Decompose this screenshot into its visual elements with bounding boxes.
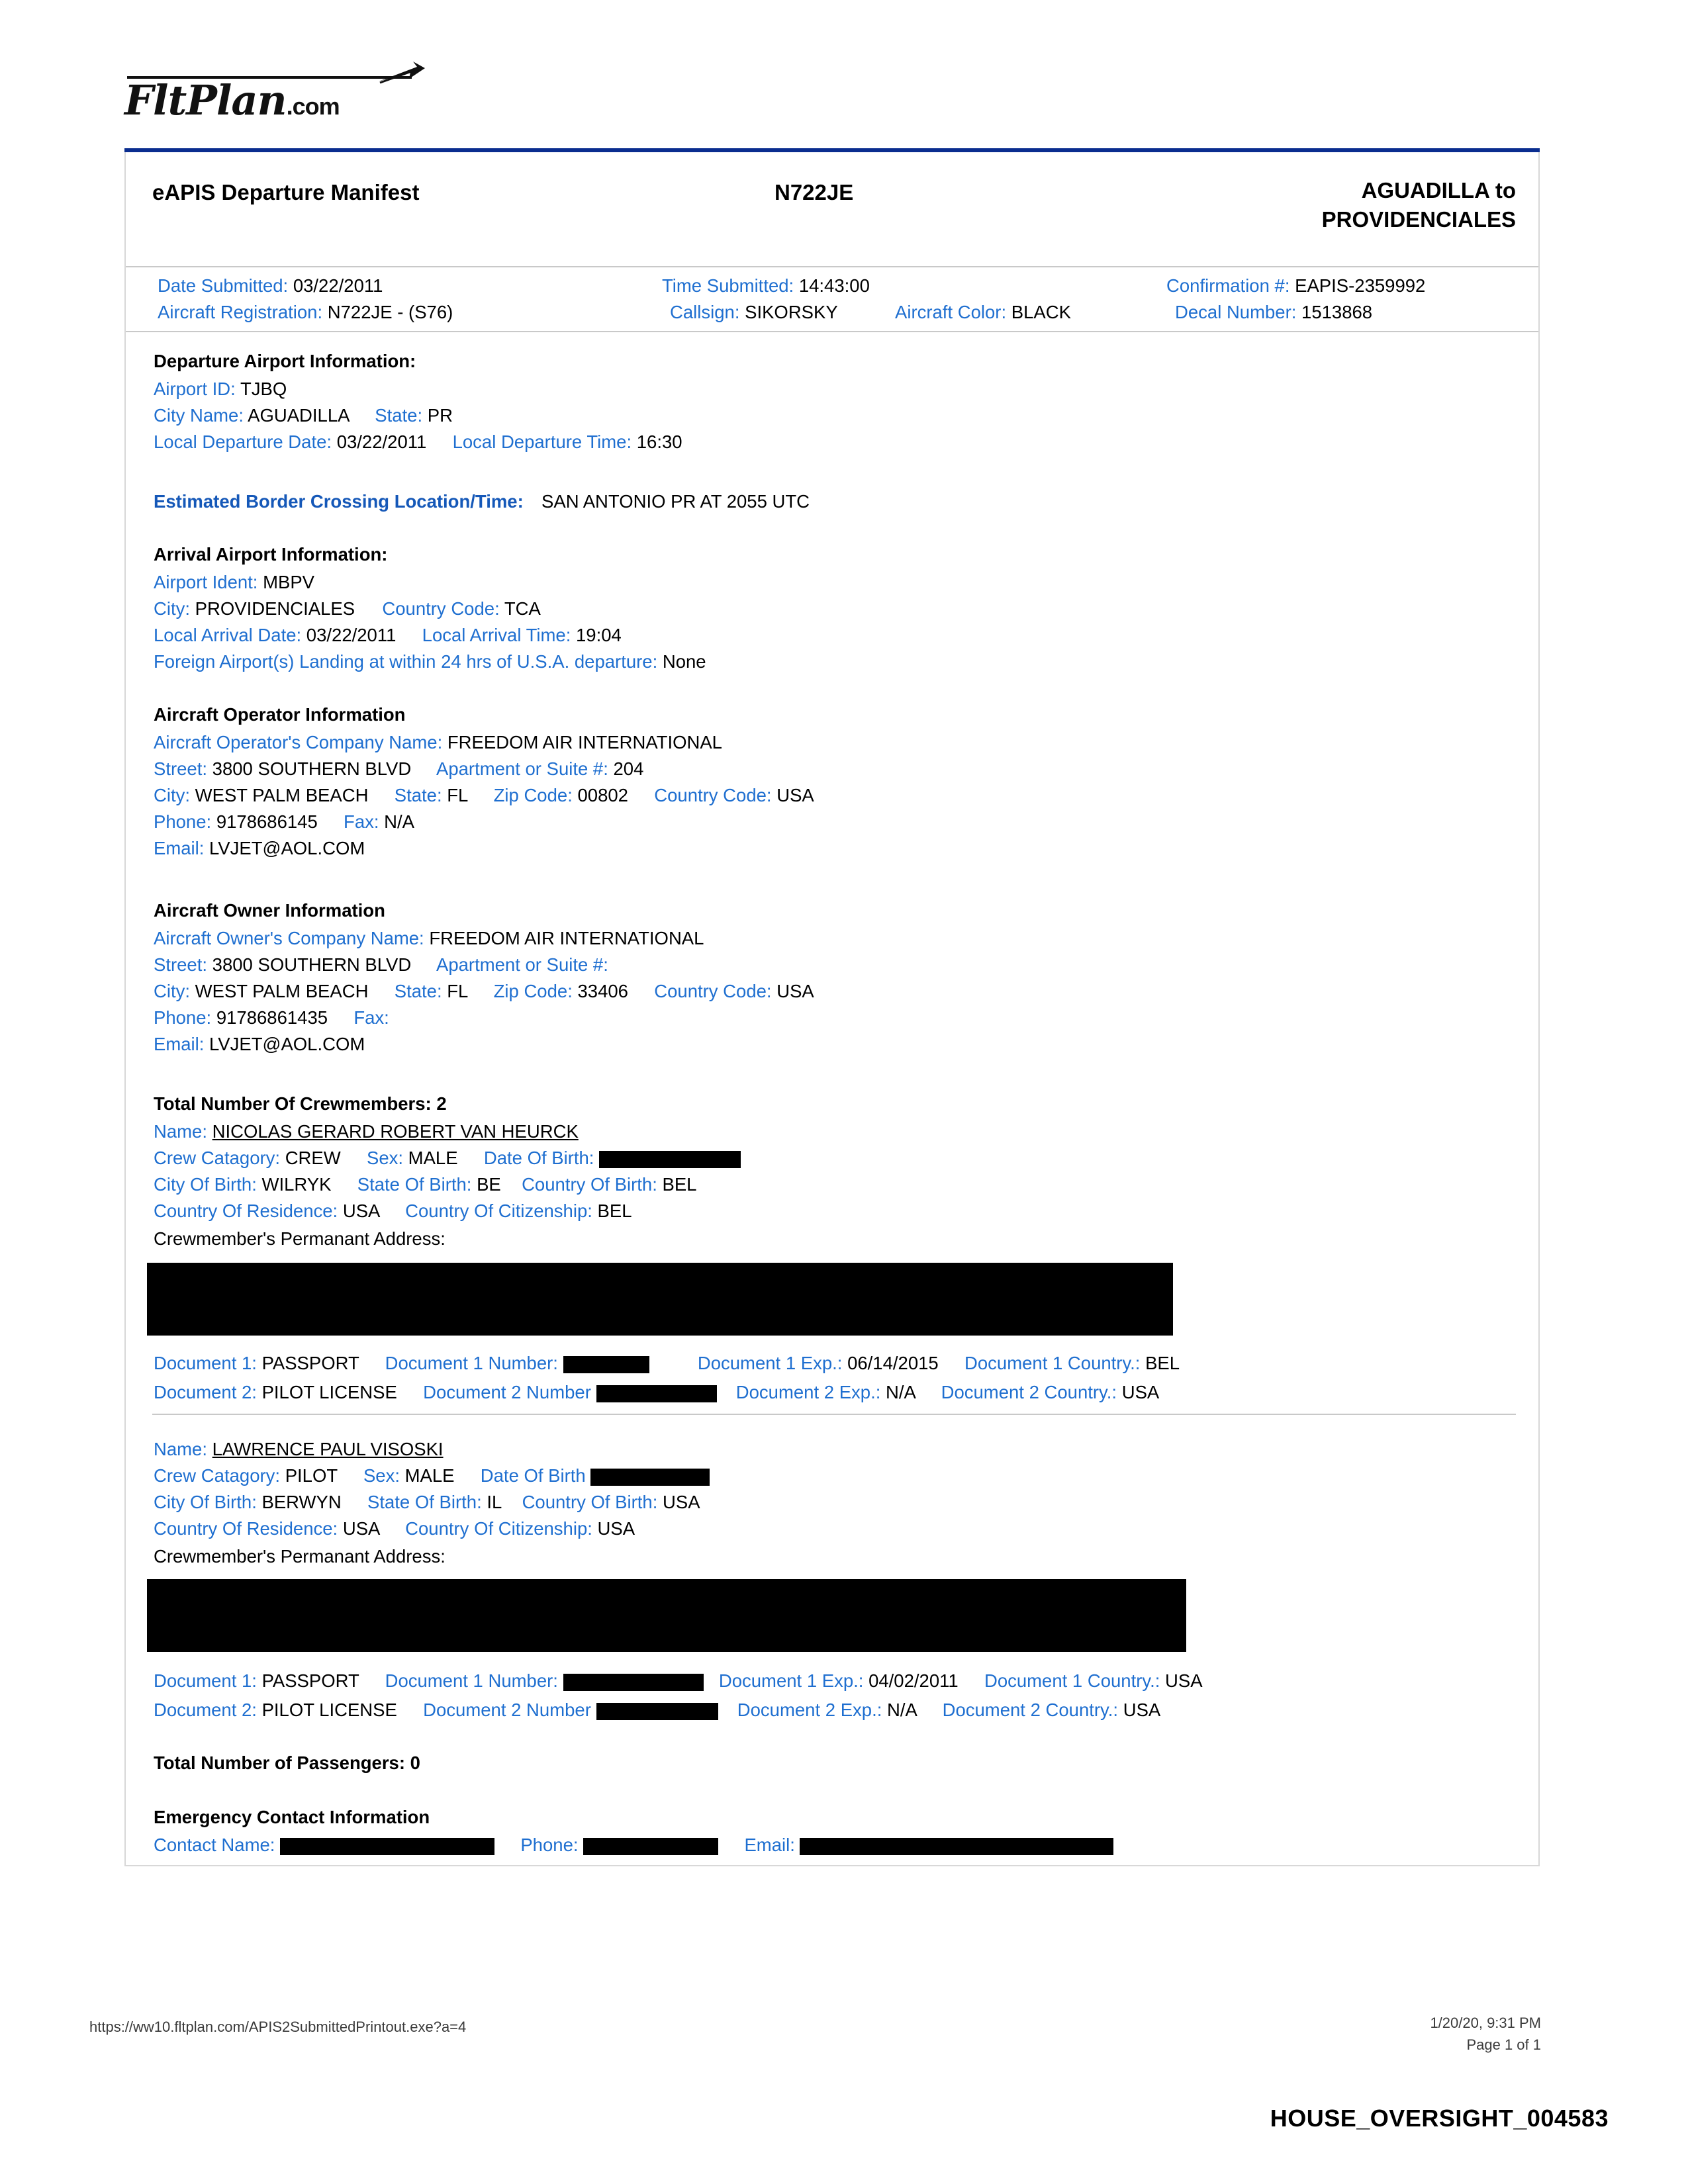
operator-email-value: LVJET@AOL.COM [209, 838, 365, 858]
crew-2-doc2-num-label: Document 2 Number [423, 1700, 591, 1720]
crew-1-doc1-num-label: Document 1 Number: [385, 1353, 558, 1373]
border-crossing-value: SAN ANTONIO PR AT 2055 UTC [541, 491, 810, 512]
emergency-section-heading: Emergency Contact Information [154, 1807, 430, 1827]
crew-1-doc1-country-value: BEL [1145, 1353, 1180, 1373]
route-line-1: AGUADILLA to [1361, 178, 1516, 203]
arrival-section-heading: Arrival Airport Information: [154, 544, 388, 565]
crew-1-country-birth-label: Country Of Birth: [522, 1174, 657, 1195]
emergency-contact-row [154, 1835, 1113, 1856]
crew-1-country-birth-value: BEL [662, 1174, 697, 1195]
crew-2-birth-row [154, 1492, 700, 1513]
departure-state-value: PR [427, 405, 453, 426]
arrival-city-field [154, 598, 541, 619]
crew-2-doc1-value: PASSPORT [261, 1670, 359, 1691]
crew-2-doc1-exp-label: Document 1 Exp.: [718, 1670, 864, 1691]
crew-1-sex-value: MALE [408, 1148, 458, 1168]
emergency-phone-redaction [583, 1838, 718, 1855]
crew-2-doc2-row [154, 1700, 1160, 1721]
crew-1-category-label: Crew Catagory: [154, 1148, 281, 1168]
departure-section-heading: Departure Airport Information: [154, 351, 416, 371]
arrival-ident-label: Airport Ident: [154, 572, 258, 592]
crew-2-doc1-country-value: USA [1165, 1670, 1203, 1691]
local-arrival-date-value: 03/22/2011 [306, 625, 397, 645]
date-submitted-label: Date Submitted: [158, 275, 289, 296]
crew-1-category-value: CREW [285, 1148, 341, 1168]
owner-phone-value: 91786861435 [216, 1007, 328, 1028]
crew-2-state-birth-label: State Of Birth: [367, 1492, 482, 1512]
crew-2-residence-row [154, 1518, 635, 1539]
divider-between-crew [152, 1414, 1516, 1415]
owner-zip-value: 33406 [577, 981, 628, 1001]
crew-2-country-birth-label: Country Of Birth: [522, 1492, 658, 1512]
crew-2-doc1-exp-value: 04/02/2011 [868, 1670, 959, 1691]
time-submitted-value: 14:43:00 [798, 275, 870, 296]
owner-phone-field [154, 1007, 389, 1028]
operator-street-label: Street: [154, 758, 208, 779]
crew-1-doc1-num-redaction [563, 1356, 649, 1373]
passenger-total-label: Total Number of Passengers: 0 [154, 1752, 420, 1773]
footer-page-number: Page 1 of 1 [1466, 2036, 1541, 2053]
owner-country-value: USA [776, 981, 814, 1001]
crew-2-city-birth-label: City Of Birth: [154, 1492, 257, 1512]
owner-company-field [154, 928, 704, 949]
time-submitted-field [662, 275, 870, 296]
crew-2-address-redaction [147, 1579, 1186, 1652]
operator-state-value: FL [447, 785, 468, 805]
logo-brand: FltPlan [124, 76, 287, 124]
time-submitted-label: Time Submitted: [662, 275, 794, 296]
arrival-country-value: TCA [504, 598, 541, 619]
operator-phone-value: 9178686145 [216, 811, 318, 832]
owner-zip-label: Zip Code: [493, 981, 573, 1001]
operator-street-value: 3800 SOUTHERN BLVD [212, 758, 412, 779]
operator-company-field [154, 732, 722, 753]
decal-label: Decal Number: [1175, 302, 1297, 322]
crew-1-doc1-value: PASSPORT [261, 1353, 359, 1373]
departure-datetime-field [154, 432, 682, 453]
operator-email-label: Email: [154, 838, 205, 858]
crew-1-doc1-exp-label: Document 1 Exp.: [697, 1353, 843, 1373]
airport-id-value: TJBQ [240, 379, 287, 399]
crew-1-doc2-row [154, 1382, 1159, 1403]
crew-1-sex-label: Sex: [367, 1148, 404, 1168]
crew-2-citizenship-value: USA [597, 1518, 635, 1539]
registration-value: N722JE - (S76) [327, 302, 453, 322]
departure-airport-id-field [154, 379, 287, 400]
border-crossing-label: Estimated Border Crossing Location/Time: [154, 491, 524, 512]
crew-2-category-value: PILOT [285, 1465, 338, 1486]
crew-2-country-birth-value: USA [663, 1492, 700, 1512]
crew-1-citizenship-value: BEL [597, 1201, 632, 1221]
fltplan-logo [124, 63, 442, 136]
logo-suffix: .com [286, 93, 340, 120]
operator-zip-value: 00802 [577, 785, 628, 805]
crew-1-doc2-num-redaction [596, 1385, 717, 1402]
local-departure-time-label: Local Departure Time: [452, 432, 632, 452]
crew-1-city-birth-value: WILRYK [261, 1174, 332, 1195]
crew-1-residence-row [154, 1201, 632, 1222]
arrival-country-label: Country Code: [382, 598, 500, 619]
operator-fax-label: Fax: [344, 811, 379, 832]
operator-email-field [154, 838, 365, 859]
crew-total-label: Total Number Of Crewmembers: 2 [154, 1093, 447, 1114]
crew-1-doc1-label: Document 1: [154, 1353, 257, 1373]
crew-2-dob-label: Date Of Birth [480, 1465, 586, 1486]
owner-company-value: FREEDOM AIR INTERNATIONAL [429, 928, 704, 948]
route-line-2: PROVIDENCIALES [1321, 206, 1516, 232]
decal-field [1175, 302, 1372, 323]
aircraft-color-label: Aircraft Color: [895, 302, 1007, 322]
owner-country-label: Country Code: [654, 981, 772, 1001]
crew-2-doc2-num-redaction [596, 1703, 718, 1720]
aircraft-color-field [895, 302, 1071, 323]
crew-1-city-birth-label: City Of Birth: [154, 1174, 257, 1195]
crew-2-city-birth-value: BERWYN [261, 1492, 342, 1512]
crew-2-residence-value: USA [342, 1518, 379, 1539]
operator-apt-label: Apartment or Suite #: [436, 758, 608, 779]
owner-street-value: 3800 SOUTHERN BLVD [212, 954, 412, 975]
owner-email-label: Email: [154, 1034, 205, 1054]
local-departure-date-value: 03/22/2011 [336, 432, 427, 452]
departure-state-label: State: [375, 405, 423, 426]
divider-below-submission [126, 331, 1538, 332]
owner-fax-label: Fax: [353, 1007, 389, 1028]
callsign-field [670, 302, 838, 323]
crew-2-sex-label: Sex: [363, 1465, 400, 1486]
crew-1-birth-row [154, 1174, 696, 1195]
tail-number: N722JE [774, 180, 854, 205]
operator-country-value: USA [776, 785, 814, 805]
manifest-title-row [152, 173, 1516, 246]
registration-field [158, 302, 453, 323]
crew-1-dob-label: Date Of Birth: [483, 1148, 594, 1168]
crew-1-residence-label: Country Of Residence: [154, 1201, 338, 1221]
operator-phone-field [154, 811, 414, 833]
owner-state-value: FL [447, 981, 468, 1001]
local-arrival-time-value: 19:04 [575, 625, 622, 645]
route-header [1026, 176, 1516, 234]
emergency-email-label: Email: [744, 1835, 795, 1855]
crew-1-doc2-exp-label: Document 2 Exp.: [735, 1382, 881, 1402]
foreign-airports-value: None [662, 651, 706, 672]
crew-2-doc1-num-label: Document 1 Number: [385, 1670, 558, 1691]
arrival-city-label: City: [154, 598, 190, 619]
arrival-datetime-field [154, 625, 622, 646]
crew-1-doc1-exp-value: 06/14/2015 [847, 1353, 939, 1373]
crew-2-doc2-label: Document 2: [154, 1700, 257, 1720]
crew-2-name-value: LAWRENCE PAUL VISOSKI [212, 1439, 444, 1459]
crew-2-doc1-num-redaction [563, 1674, 704, 1691]
bates-stamp: HOUSE_OVERSIGHT_004583 [1270, 2105, 1609, 2132]
crew-1-address-redaction [147, 1263, 1173, 1336]
foreign-airports-field [154, 651, 706, 672]
crew-1-doc2-num-label: Document 2 Number [423, 1382, 591, 1402]
footer-meta [1430, 2012, 1541, 2056]
date-submitted-field [158, 275, 383, 296]
owner-city-value: WEST PALM BEACH [195, 981, 369, 1001]
crew-1-dob-redaction [599, 1151, 741, 1168]
crew-2-name-label: Name: [154, 1439, 207, 1459]
crew-1-doc2-exp-value: N/A [886, 1382, 915, 1402]
arrival-ident-field [154, 572, 314, 593]
crew-2-residence-label: Country Of Residence: [154, 1518, 338, 1539]
crew-2-doc2-exp-label: Document 2 Exp.: [737, 1700, 882, 1720]
crew-1-citizenship-label: Country Of Citizenship: [405, 1201, 592, 1221]
crew-2-address-label: Crewmember's Permanant Address: [154, 1546, 445, 1567]
owner-company-label: Aircraft Owner's Company Name: [154, 928, 424, 948]
divider-below-title [126, 266, 1538, 267]
emergency-email-redaction [800, 1838, 1113, 1855]
crew-1-doc2-country-label: Document 2 Country.: [941, 1382, 1117, 1402]
crew-1-doc2-label: Document 2: [154, 1382, 257, 1402]
crew-2-state-birth-value: IL [487, 1492, 502, 1512]
owner-street-field [154, 954, 608, 976]
emergency-contact-name-label: Contact Name: [154, 1835, 275, 1855]
owner-section-heading: Aircraft Owner Information [154, 900, 385, 921]
crew-1-state-birth-value: BE [477, 1174, 501, 1195]
aircraft-color-value: BLACK [1011, 302, 1071, 322]
operator-country-label: Country Code: [654, 785, 772, 805]
crew-2-citizenship-label: Country Of Citizenship: [405, 1518, 592, 1539]
operator-section-heading: Aircraft Operator Information [154, 704, 406, 725]
confirmation-field [1166, 275, 1425, 296]
crew-1-doc1-country-label: Document 1 Country.: [964, 1353, 1141, 1373]
crew-2-doc1-row [154, 1670, 1203, 1692]
arrival-ident-value: MBPV [263, 572, 315, 592]
local-arrival-date-label: Local Arrival Date: [154, 625, 302, 645]
arrival-city-value: PROVIDENCIALES [195, 598, 355, 619]
decal-value: 1513868 [1301, 302, 1373, 322]
operator-phone-label: Phone: [154, 811, 212, 832]
crew-1-doc2-value: PILOT LICENSE [261, 1382, 397, 1402]
operator-state-label: State: [394, 785, 442, 805]
owner-street-label: Street: [154, 954, 208, 975]
crew-2-dob-redaction [590, 1469, 710, 1486]
callsign-label: Callsign: [670, 302, 740, 322]
crew-1-address-label: Crewmember's Permanant Address: [154, 1228, 445, 1249]
crew-2-doc1-label: Document 1: [154, 1670, 257, 1691]
footer-url[interactable]: https://ww10.fltplan.com/APIS2SubmittedPrintout.exe?a=4 [89, 2019, 467, 2035]
page-title: eAPIS Departure Manifest [152, 180, 420, 205]
operator-city-field [154, 785, 814, 806]
border-crossing-field [154, 491, 810, 512]
crew-1-name-label: Name: [154, 1121, 207, 1142]
operator-company-label: Aircraft Operator's Company Name: [154, 732, 443, 752]
crew-1-name-value: NICOLAS GERARD ROBERT VAN HEURCK [212, 1121, 579, 1142]
owner-state-label: State: [394, 981, 442, 1001]
logo-wordmark [124, 76, 340, 124]
crew-1-doc1-row [154, 1353, 1180, 1374]
crew-2-doc2-value: PILOT LICENSE [261, 1700, 397, 1720]
owner-phone-label: Phone: [154, 1007, 212, 1028]
crew-1-state-birth-label: State Of Birth: [357, 1174, 472, 1195]
crew-2-doc2-country-label: Document 2 Country.: [942, 1700, 1119, 1720]
operator-zip-label: Zip Code: [493, 785, 573, 805]
registration-label: Aircraft Registration: [158, 302, 323, 322]
operator-city-value: WEST PALM BEACH [195, 785, 369, 805]
confirmation-value: EAPIS-2359992 [1295, 275, 1426, 296]
departure-city-value: AGUADILLA [248, 405, 349, 426]
operator-street-field [154, 758, 643, 780]
crew-1-residence-value: USA [342, 1201, 379, 1221]
crew-1-name-field [154, 1121, 579, 1142]
departure-city-field [154, 405, 453, 426]
date-submitted-value: 03/22/2011 [293, 275, 383, 296]
owner-apt-label: Apartment or Suite #: [436, 954, 608, 975]
footer-timestamp: 1/20/20, 9:31 PM [1430, 2015, 1541, 2031]
owner-email-field [154, 1034, 365, 1055]
crew-2-doc2-exp-value: N/A [887, 1700, 917, 1720]
operator-company-value: FREEDOM AIR INTERNATIONAL [447, 732, 722, 752]
crew-2-category-label: Crew Catagory: [154, 1465, 281, 1486]
owner-email-value: LVJET@AOL.COM [209, 1034, 365, 1054]
crew-2-name-field [154, 1439, 444, 1460]
owner-city-label: City: [154, 981, 190, 1001]
crew-2-sex-value: MALE [404, 1465, 455, 1486]
crew-2-doc1-country-label: Document 1 Country.: [984, 1670, 1160, 1691]
foreign-airports-label: Foreign Airport(s) Landing at within 24 hrs of U.S.A. departure: [154, 651, 658, 672]
local-arrival-time-label: Local Arrival Time: [422, 625, 571, 645]
airplane-icon [376, 59, 429, 88]
crew-1-category-row [154, 1148, 741, 1169]
operator-fax-value: N/A [384, 811, 415, 832]
emergency-phone-label: Phone: [520, 1835, 579, 1855]
local-departure-time-value: 16:30 [636, 432, 682, 452]
crew-1-doc2-country-value: USA [1121, 1382, 1160, 1402]
departure-city-label: City Name: [154, 405, 244, 426]
local-departure-date-label: Local Departure Date: [154, 432, 332, 452]
airport-id-label: Airport ID: [154, 379, 236, 399]
crew-2-doc2-country-value: USA [1123, 1700, 1161, 1720]
operator-apt-value: 204 [613, 758, 644, 779]
confirmation-label: Confirmation #: [1166, 275, 1290, 296]
operator-city-label: City: [154, 785, 190, 805]
owner-city-field [154, 981, 814, 1002]
callsign-value: SIKORSKY [745, 302, 838, 322]
emergency-contact-name-redaction [280, 1838, 494, 1855]
crew-2-category-row [154, 1465, 710, 1486]
